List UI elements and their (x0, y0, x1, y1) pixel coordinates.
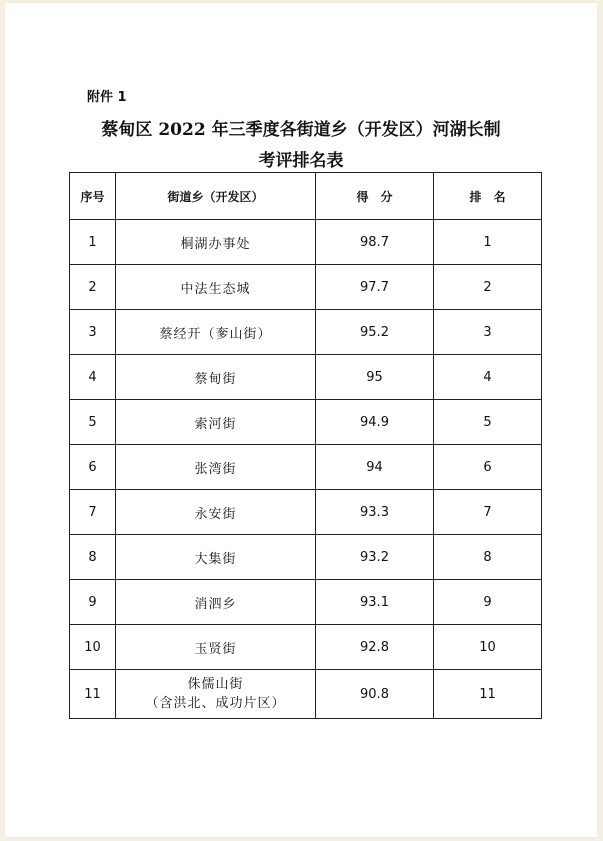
cell-rank: 7 (434, 490, 542, 535)
cell-rank: 11 (434, 670, 542, 719)
cell-score: 95.2 (316, 310, 434, 355)
document-title-line2: 考评排名表 (258, 151, 344, 171)
cell-name: 玉贤街 (116, 625, 316, 670)
cell-score: 94.9 (316, 400, 434, 445)
cell-name: 蔡经开（奓山街） (116, 310, 316, 355)
cell-rank: 5 (434, 400, 542, 445)
cell-name-note: （含洪北、成功片区） (145, 696, 286, 711)
table-row (70, 400, 542, 445)
cell-score: 98.7 (316, 220, 434, 265)
cell-index: 1 (70, 220, 116, 265)
table-row (70, 670, 542, 719)
cell-score: 95 (316, 355, 434, 400)
cell-index: 4 (70, 355, 116, 400)
table-header-row (70, 173, 542, 220)
cell-index: 8 (70, 535, 116, 580)
document-title-line1: 蔡甸区 2022 年三季度各街道乡（开发区）河湖长制 (101, 120, 501, 140)
cell-rank: 1 (434, 220, 542, 265)
cell-name: 中法生态城 (116, 265, 316, 310)
cell-score: 90.8 (316, 670, 434, 719)
cell-name: 桐湖办事处 (116, 220, 316, 265)
table-row (70, 310, 542, 355)
cell-name: 大集街 (116, 535, 316, 580)
cell-index: 11 (70, 670, 116, 719)
document-page (5, 3, 597, 837)
cell-index: 10 (70, 625, 116, 670)
table-row (70, 490, 542, 535)
header-name: 街道乡（开发区） (116, 173, 316, 220)
cell-score: 93.2 (316, 535, 434, 580)
table-row (70, 535, 542, 580)
cell-score: 94 (316, 445, 434, 490)
cell-rank: 8 (434, 535, 542, 580)
cell-name: 张湾街 (116, 445, 316, 490)
cell-name-main: 侏儒山街 (187, 677, 244, 692)
cell-index: 9 (70, 580, 116, 625)
header-rank: 排 名 (434, 173, 542, 220)
attachment-label: 附件 1 (87, 90, 127, 105)
table-row (70, 355, 542, 400)
cell-score: 93.1 (316, 580, 434, 625)
cell-rank: 4 (434, 355, 542, 400)
cell-score: 93.3 (316, 490, 434, 535)
cell-rank: 6 (434, 445, 542, 490)
table-row (70, 580, 542, 625)
ranking-table (69, 172, 542, 719)
cell-name (116, 670, 316, 719)
cell-name: 蔡甸街 (116, 355, 316, 400)
cell-index: 6 (70, 445, 116, 490)
cell-score: 92.8 (316, 625, 434, 670)
cell-index: 3 (70, 310, 116, 355)
cell-rank: 10 (434, 625, 542, 670)
cell-rank: 3 (434, 310, 542, 355)
cell-rank: 2 (434, 265, 542, 310)
table-row (70, 220, 542, 265)
cell-index: 2 (70, 265, 116, 310)
cell-index: 7 (70, 490, 116, 535)
table-row (70, 625, 542, 670)
table-row (70, 445, 542, 490)
cell-name: 索河街 (116, 400, 316, 445)
cell-score: 97.7 (316, 265, 434, 310)
table-row (70, 265, 542, 310)
header-score: 得 分 (316, 173, 434, 220)
header-index: 序号 (70, 173, 116, 220)
cell-rank: 9 (434, 580, 542, 625)
cell-name: 永安街 (116, 490, 316, 535)
cell-name: 消泗乡 (116, 580, 316, 625)
cell-index: 5 (70, 400, 116, 445)
